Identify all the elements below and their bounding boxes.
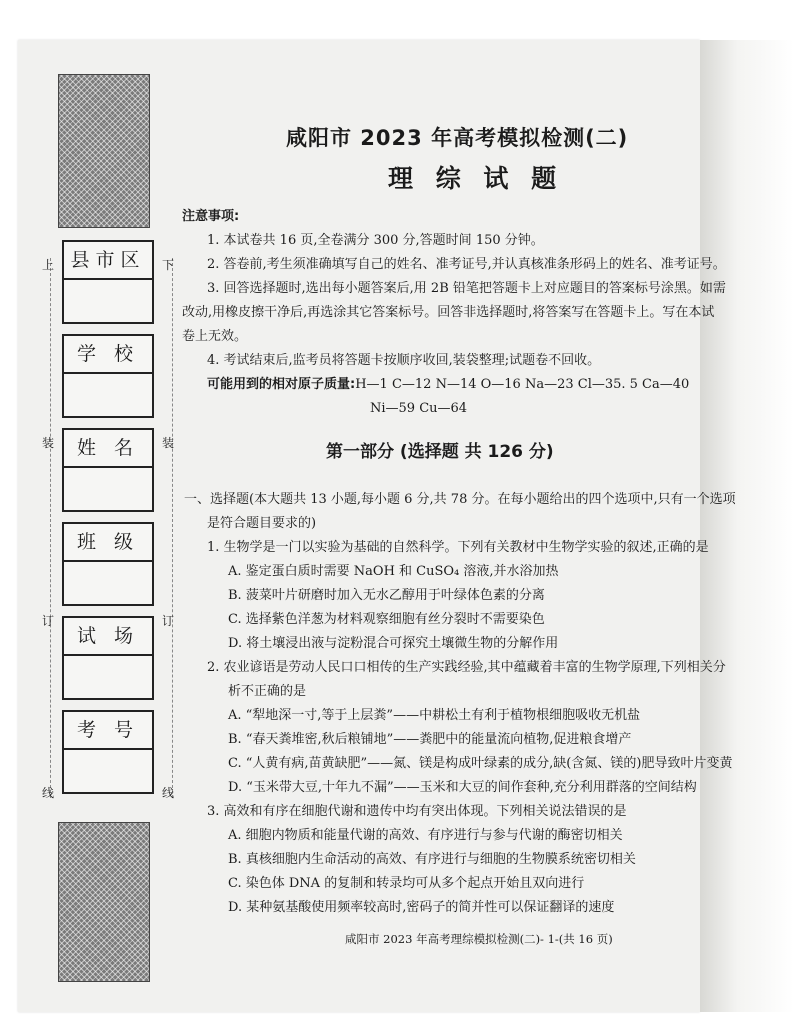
note-line: 2. 答卷前,考生须准确填写自己的姓名、准考证号,并认真核准条形码上的姓名、准考证号。 [207, 257, 726, 272]
hatched-block-bottom [58, 822, 150, 982]
section-intro-cont: 是符合题目要求的) [207, 516, 317, 531]
field-label: 班 级 [64, 524, 152, 562]
field-name [62, 428, 154, 512]
field-county [62, 240, 154, 324]
binding-mark-left: 订 [42, 614, 55, 628]
notes-heading: 注意事项: [182, 209, 240, 224]
field-blank[interactable] [64, 750, 152, 792]
binding-mark-right: 订 [162, 614, 175, 628]
question-2-option-b: B. “春天粪堆密,秋后粮铺地”——粪肥中的能量流向植物,促进粮食增产 [228, 732, 632, 747]
section-intro: 一、选择题(本大题共 13 小题,每小题 6 分,共 78 分。在每小题给出的四个选项中,只有一个选项 [184, 492, 736, 507]
question-3-option-d: D. 某种氨基酸使用频率较高时,密码子的简并性可以保证翻译的速度 [228, 900, 615, 915]
field-label: 县市区 [64, 242, 152, 280]
question-3-option-b: B. 真核细胞内生命活动的高效、有序进行与细胞的生物膜系统密切相关 [228, 852, 636, 867]
question-2-option-a: A. “犁地深一寸,等于上层粪”——中耕松土有利于植物根细胞吸收无机盐 [228, 708, 641, 723]
field-label: 学 校 [64, 336, 152, 374]
question-1-option-c: C. 选择紫色洋葱为材料观察细胞有丝分裂时不需要染色 [228, 612, 545, 627]
page-subtitle: 理 综 试 题 [388, 164, 564, 193]
scan-edge-shadow [700, 40, 794, 1012]
binding-line-right [172, 258, 173, 798]
hatched-block-top [58, 74, 150, 228]
part-heading: 第一部分 (选择题 共 126 分) [326, 442, 554, 462]
question-1-option-a: A. 鉴定蛋白质时需要 NaOH 和 CuSO₄ 溶液,并水浴加热 [228, 564, 559, 579]
field-blank[interactable] [64, 280, 152, 322]
question-2-option-d: D. “玉米带大豆,十年九不漏”——玉米和大豆的间作套种,充分利用群落的空间结构 [228, 780, 697, 795]
note-line: 3. 回答选择题时,选出每小题答案后,用 2B 铅笔把答题卡上对应题目的答案标号涂黑。如需 [207, 281, 726, 296]
field-school [62, 334, 154, 418]
question-3-option-c: C. 染色体 DNA 的复制和转录均可从多个起点开始且双向进行 [228, 876, 585, 891]
field-blank[interactable] [64, 468, 152, 510]
question-2-stem: 2. 农业谚语是劳动人民口口相传的生产实践经验,其中蕴藏着丰富的生物学原理,下列相关分 [207, 660, 726, 675]
binding-mark-right: 装 [162, 436, 175, 450]
page-footer: 咸阳市 2023 年高考理综模拟检测(二)- 1-(共 16 页) [345, 932, 613, 946]
field-blank[interactable] [64, 562, 152, 604]
binding-line-left [50, 258, 51, 798]
field-label: 姓 名 [64, 430, 152, 468]
question-1-option-b: B. 菠菜叶片研磨时加入无水乙醇用于叶绿体色素的分离 [228, 588, 545, 603]
field-label: 考 号 [64, 712, 152, 750]
binding-mark-left: 上 [42, 258, 55, 272]
question-2-option-c: C. “人黄有病,苗黄缺肥”——氮、镁是构成叶绿素的成分,缺(含氮、镁的)肥导致叶片变黄 [228, 756, 733, 771]
atomic-mass-line-2: Ni—59 Cu—64 [370, 401, 468, 416]
question-1-option-d: D. 将土壤浸出液与淀粉混合可探究土壤微生物的分解作用 [228, 636, 559, 651]
binding-mark-right: 线 [162, 786, 175, 800]
question-2-stem-cont: 析不正确的是 [228, 684, 307, 699]
note-line: 1. 本试卷共 16 页,全卷满分 300 分,答题时间 150 分钟。 [207, 233, 544, 248]
note-line: 改动,用橡皮擦干净后,再选涂其它答案标号。回答非选择题时,将答案写在答题卡上。写在本试 [182, 305, 715, 320]
binding-mark-left: 装 [42, 436, 55, 450]
binding-mark-right: 下 [162, 258, 175, 272]
question-3-option-a: A. 细胞内物质和能量代谢的高效、有序进行与参与代谢的酶密切相关 [228, 828, 623, 843]
question-1-stem: 1. 生物学是一门以实验为基础的自然科学。下列有关教材中生物学实验的叙述,正确的是 [207, 540, 709, 555]
atomic-mass-values: H—1 C—12 N—14 O—16 Na—23 Cl—35. 5 Ca—40 [355, 377, 690, 392]
field-blank[interactable] [64, 374, 152, 416]
note-line: 卷上无效。 [182, 329, 248, 344]
page-title: 咸阳市 2023 年高考模拟检测(二) [286, 126, 629, 150]
atomic-mass-line [207, 376, 689, 394]
question-3-stem: 3. 高效和有序在细胞代谢和遗传中均有突出体现。下列相关说法错误的是 [207, 804, 627, 819]
field-blank[interactable] [64, 656, 152, 698]
note-line: 4. 考试结束后,监考员将答题卡按顺序收回,装袋整理;试题卷不回收。 [207, 353, 601, 368]
field-exam-number [62, 710, 154, 794]
field-label: 试 场 [64, 618, 152, 656]
field-class [62, 522, 154, 606]
field-exam-room [62, 616, 154, 700]
atomic-mass-label: 可能用到的相对原子质量: [207, 377, 356, 392]
binding-mark-left: 线 [42, 786, 55, 800]
